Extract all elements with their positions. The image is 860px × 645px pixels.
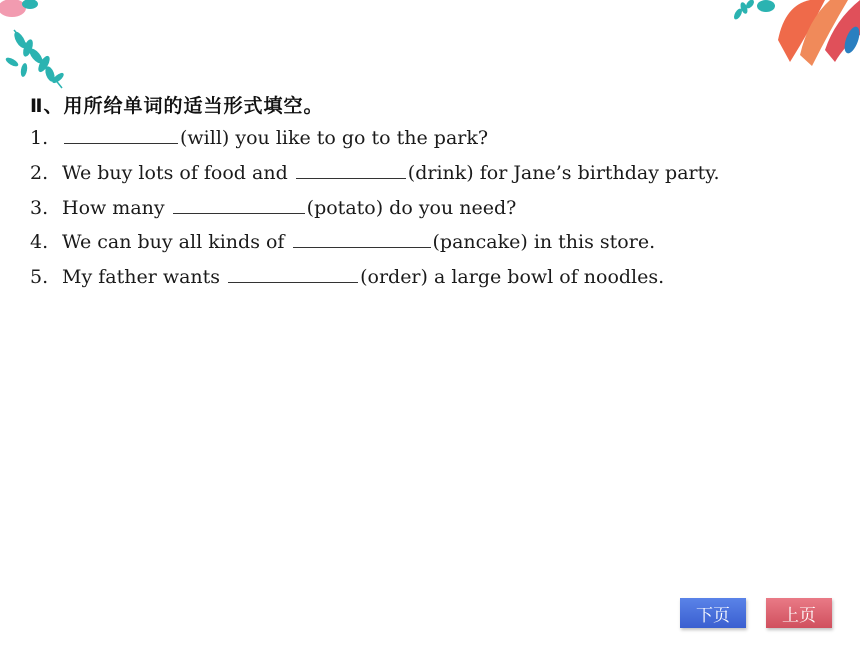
question-text-after: in this store.	[527, 231, 656, 253]
question-number: 5.	[30, 266, 49, 288]
question-hint: (potato)	[306, 197, 384, 219]
question-4	[30, 229, 655, 253]
question-number: 2.	[30, 162, 49, 184]
question-text-after: you like to go to the park?	[229, 127, 489, 149]
question-number: 1.	[30, 127, 49, 149]
question-text-before: We can buy all kinds of	[62, 231, 291, 253]
question-number: 4.	[30, 231, 49, 253]
question-text-before: How many	[62, 197, 171, 219]
answer-blank[interactable]	[296, 160, 406, 179]
question-text-after: for Jane’s birthday party.	[473, 162, 720, 184]
answer-blank[interactable]	[173, 195, 305, 214]
answer-blank[interactable]	[228, 264, 358, 283]
question-text-after: a large bowl of noodles.	[427, 266, 665, 288]
section-title: Ⅱ、用所给单词的适当形式填空。	[30, 95, 324, 117]
previous-page-button[interactable]: 上页	[766, 598, 832, 628]
question-3	[30, 195, 516, 219]
answer-blank[interactable]	[293, 229, 431, 248]
leaf-decoration-left-icon	[0, 0, 80, 95]
question-text-after: do you need?	[383, 197, 517, 219]
question-hint: (order)	[360, 266, 428, 288]
question-text-before: My father wants	[62, 266, 227, 288]
next-page-button[interactable]: 下页	[680, 598, 746, 628]
question-1	[30, 125, 488, 149]
question-text-before: We buy lots of food and	[62, 162, 294, 184]
leaf-decoration-right-icon	[730, 0, 860, 70]
answer-blank[interactable]	[64, 125, 178, 144]
question-hint: (will)	[180, 127, 230, 149]
question-2	[30, 160, 720, 184]
question-number: 3.	[30, 197, 49, 219]
question-hint: (drink)	[407, 162, 474, 184]
question-hint: (pancake)	[432, 231, 528, 253]
question-5	[30, 264, 664, 288]
